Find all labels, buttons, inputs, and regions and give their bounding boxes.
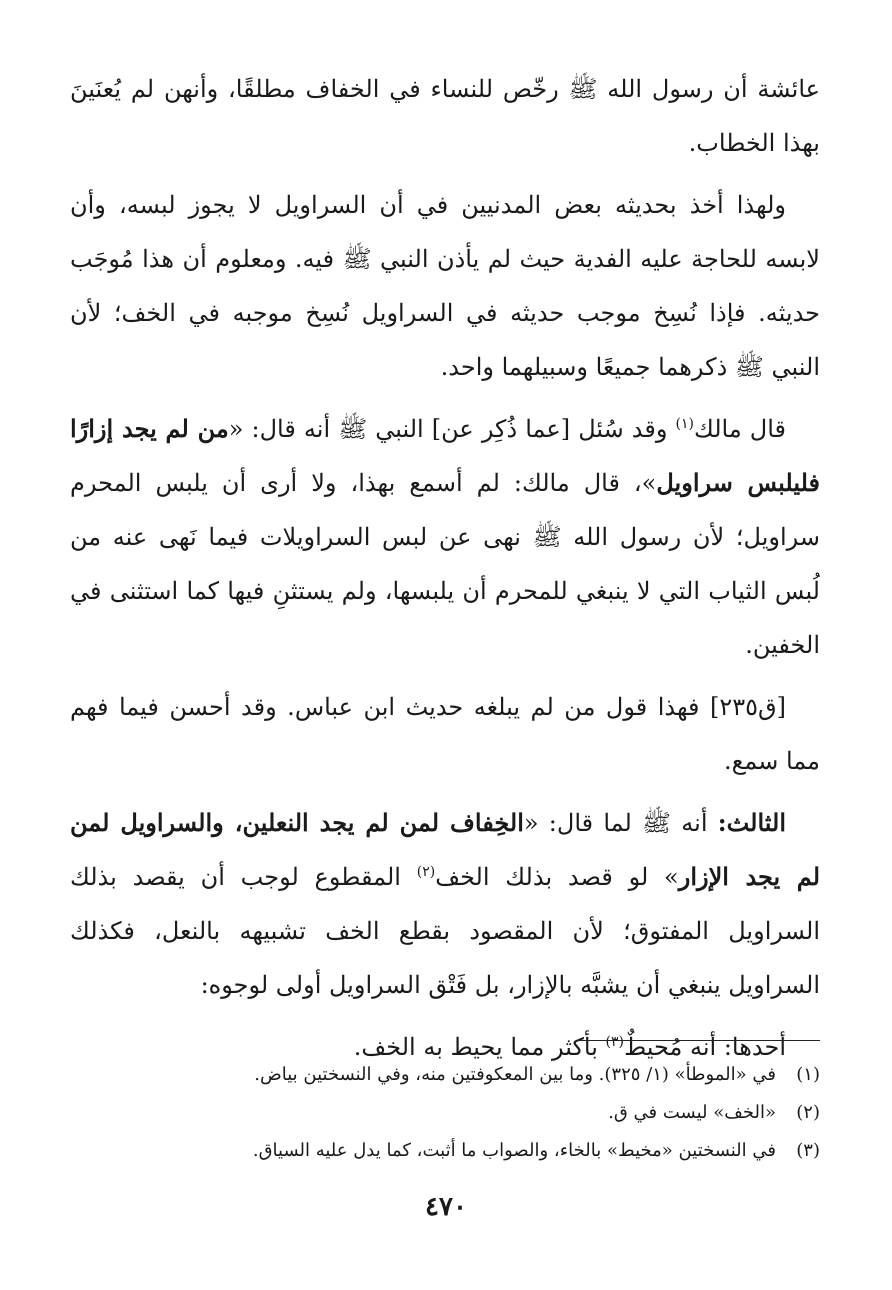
text-run: وقد سُئل [عما ذُكِر عن] النبي ﷺ أنه قال: « (228, 415, 676, 443)
footnote-text: في «الموطأ» (١/ ٣٢٥). وما بين المعكوفتين منه، وفي النسختين بياض. (254, 1064, 776, 1085)
footnotes (70, 1056, 820, 1170)
text-run: المقطوع لوجب أن يقصد بذلك السراويل المفتوق؛ لأن المقصود بقطع الخف تشبيهه بالنعل، فكذلك السراويل ينبغي أن يشبَّه بالإزار، بل فَتْق السراويل أولى لوجوه: (70, 863, 820, 999)
footnote-ref: (٣) (605, 1034, 624, 1050)
footnote-separator (576, 1040, 820, 1041)
footnote-number: (١) (796, 1064, 820, 1085)
footnote-number: (٢) (796, 1102, 820, 1123)
paragraph (70, 178, 820, 394)
text-run: [ق٢٣٥] فهذا قول من لم يبلغه حديث ابن عباس. وقد أحسن فيما فهم مما سمع. (70, 693, 820, 775)
text-run: ولهذا أخذ بحديثه بعض المدنيين في أن السراويل لا يجوز لبسه، وأن لابسه للحاجة عليه الفدية حيث لم يأذن النبي ﷺ فيه. ومعلوم أن هذا مُوجَب حديثه. فإذا نُسِخ موجب حديثه في السراويل نُسِخ موجبه في الخف؛ لأن النبي ﷺ ذكرهما جميعًا وسبيلهما واحد. (70, 191, 820, 381)
paragraph (70, 402, 820, 672)
footnote-ref: (١) (675, 416, 694, 432)
paragraph (70, 796, 820, 1012)
text-run: أحدها: أنه مُحيطٌ (624, 1033, 786, 1061)
footnote-text: في النسختين «مخيط» بالخاء، والصواب ما أثبت، كما يدل عليه السياق. (252, 1140, 776, 1161)
page-number: ٤٧٠ (425, 1192, 467, 1222)
bold-text: الثالث: (717, 808, 787, 837)
text-run: بأكثر مما يحيط به الخف. (353, 1033, 606, 1061)
text-run: قال مالك (694, 415, 787, 443)
footnote-ref: (٢) (416, 864, 436, 880)
main-text (70, 62, 820, 1082)
text-run: »، قال مالك: لم أسمع بهذا، ولا أرى أن يلبس المحرم سراويل؛ لأن رسول الله ﷺ نهى عن لبس السراويلات فيما نَهى عنه من لُبس الثياب التي لا ينبغي للمحرم أن يلبسها، ولم يستثنِ فيها كما استثنى في الخفين. (70, 469, 820, 659)
footnote-text: «الخف» ليست في ق. (608, 1102, 776, 1123)
footnote (70, 1056, 820, 1094)
text-run: أنه ﷺ لما قال: « (523, 809, 718, 837)
bold-text: من لم يجد إزارًا فليلبس سراويل (70, 414, 821, 497)
paragraph (70, 62, 820, 170)
bold-text: الخِفاف لمن لم يجد النعلين، والسراويل لمن لم يجد الإزار (70, 808, 821, 891)
footnote (70, 1132, 820, 1170)
footnote-number: (٣) (796, 1140, 820, 1161)
text-run: عائشة أن رسول الله ﷺ رخّص للنساء في الخفاف مطلقًا، وأنهن لم يُعنَينَ بهذا الخطاب. (70, 75, 820, 157)
footnote (70, 1094, 820, 1132)
paragraph (70, 680, 820, 788)
text-run: » لو قصد بذلك الخف (435, 863, 679, 891)
